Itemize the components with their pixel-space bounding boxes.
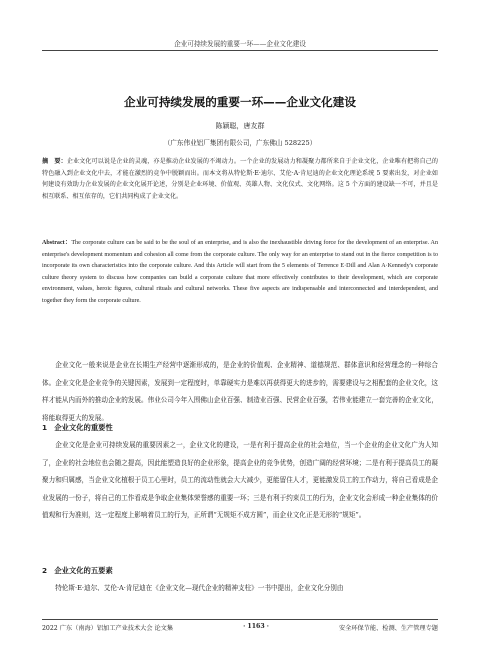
- abstract-cn-label: 摘 要：: [42, 158, 67, 165]
- footer-rule: [42, 619, 438, 620]
- abstract-en-label: Abstract：: [42, 240, 72, 246]
- footer-left: 2022 广东（南海）铝加工产业技术大会 论文集: [42, 625, 174, 632]
- footer-right: 安全环保节能、检测、生产管理专题: [339, 625, 438, 632]
- header-rule: [42, 50, 438, 51]
- abstract-cn: [42, 156, 438, 202]
- section-2-heading: 2 企业文化的五要素: [42, 566, 113, 575]
- intro-paragraph: 企业文化一般来说是企业在长期生产经营中逐渐形成的，是企业的价值观、企业精神、道德规范、群体意识和经营理念的一种综合体。企业文化是企业竞争的关键因素，发展到一定程度时，单靠硬实力是难以再获得更大的进步的，需要建设与之相配套的企业文化，这样才能从内而外的推动企业的发展。伟业公司今年入围佛山企业百强、制造业百强、民营企业百强，若伟业能建立一套完善的企业文化，将能取得更大的发展。: [42, 361, 438, 422]
- running-head: 企业可持续发展的重要一环——企业文化建设: [174, 40, 306, 48]
- section-1-heading: 1 企业文化的重要性: [42, 423, 113, 432]
- abstract-cn-text: 企业文化可以说是企业的灵魂，亦是推动企业发展的不竭动力。一个企业的发展动力和凝聚力都所来自于企业文化，企业唯有把将自己的特色融入到企业文化中去，才能在激烈的竞争中脱颖而出。而本文将从特伦斯·E·迪尔、艾伦·A·肯尼迪的企业文化理论系统 5 要素出发，对企业如何建设有效助力企业发展的企业文化展开论述，分别是企业环境、价值观、英雄人物、文化仪式、文化网络。这 5 个方面的建设缺一不可，并且是相互联系、相互依存的，它们共同构成了企业文化。: [42, 158, 439, 200]
- authors: 陈颖聪，唐友群: [215, 122, 265, 130]
- section-1-paragraph: 企业文化是企业可持续发展的重要因素之一，企业文化的建设，一是有利于提高企业的社会地位，当一个企业的企业文化广为人知了，企业的社会地位也会随之提高，因此能塑造良好的企业形象，提高企业的竞争优势，创造广阔的经营环境；二是有利于提高员工的凝聚力和归属感，当企业文化植根于员工心里时，员工的流动性就会大大减少，更能留住人才，更能激发员工的工作动力，将自己看成是企业发展的一份子，将自己的工作看成是争取企业集体荣誉感的重要一环；三是有利于约束员工的行为，企业文化会形成一种企业集体的价值观和行为准则，这一定程度上影响着员工的行为，正所谓“无规矩不成方圆”，而企业文化正是无形的“规矩”。: [42, 441, 438, 520]
- paper-title: 企业可持续发展的重要一环——企业文化建设: [124, 95, 356, 109]
- page-number: · 1163 ·: [243, 623, 269, 630]
- abstract-en: [42, 238, 438, 308]
- affiliation: （广东伟业铝厂集团有限公司，广东佛山 528225）: [163, 139, 317, 147]
- abstract-en-text: The corporate culture can be said to be the soul of an enterprise, and is also the inexhaustible driving force for the development of an enterprise. An enterprise's development momentum and cohesion all come from the corporate culture. The only way for an enterprise to stand out in the fierce competition is to incorporate its own characteristics into the corporate culture. And this Article will start from the 5 elements of Terrence E·Dill and Alan A·Kennedy's corporate culture theory system to discuss how companies can build a corporate culture that more effectively contributes to their development, which are corporate environment, values, heroic figures, cultural rituals and cultural networks. These five aspects are indispensable and interconnected and interdependent, and together they form the corporate culture.: [42, 240, 438, 304]
- section-2-paragraph: 特伦斯·E·迪尔、艾伦·A·肯尼迪在《企业文化—现代企业的精神支柱》一书中提出，企业文化分别由: [55, 584, 344, 592]
- footer: [42, 623, 438, 632]
